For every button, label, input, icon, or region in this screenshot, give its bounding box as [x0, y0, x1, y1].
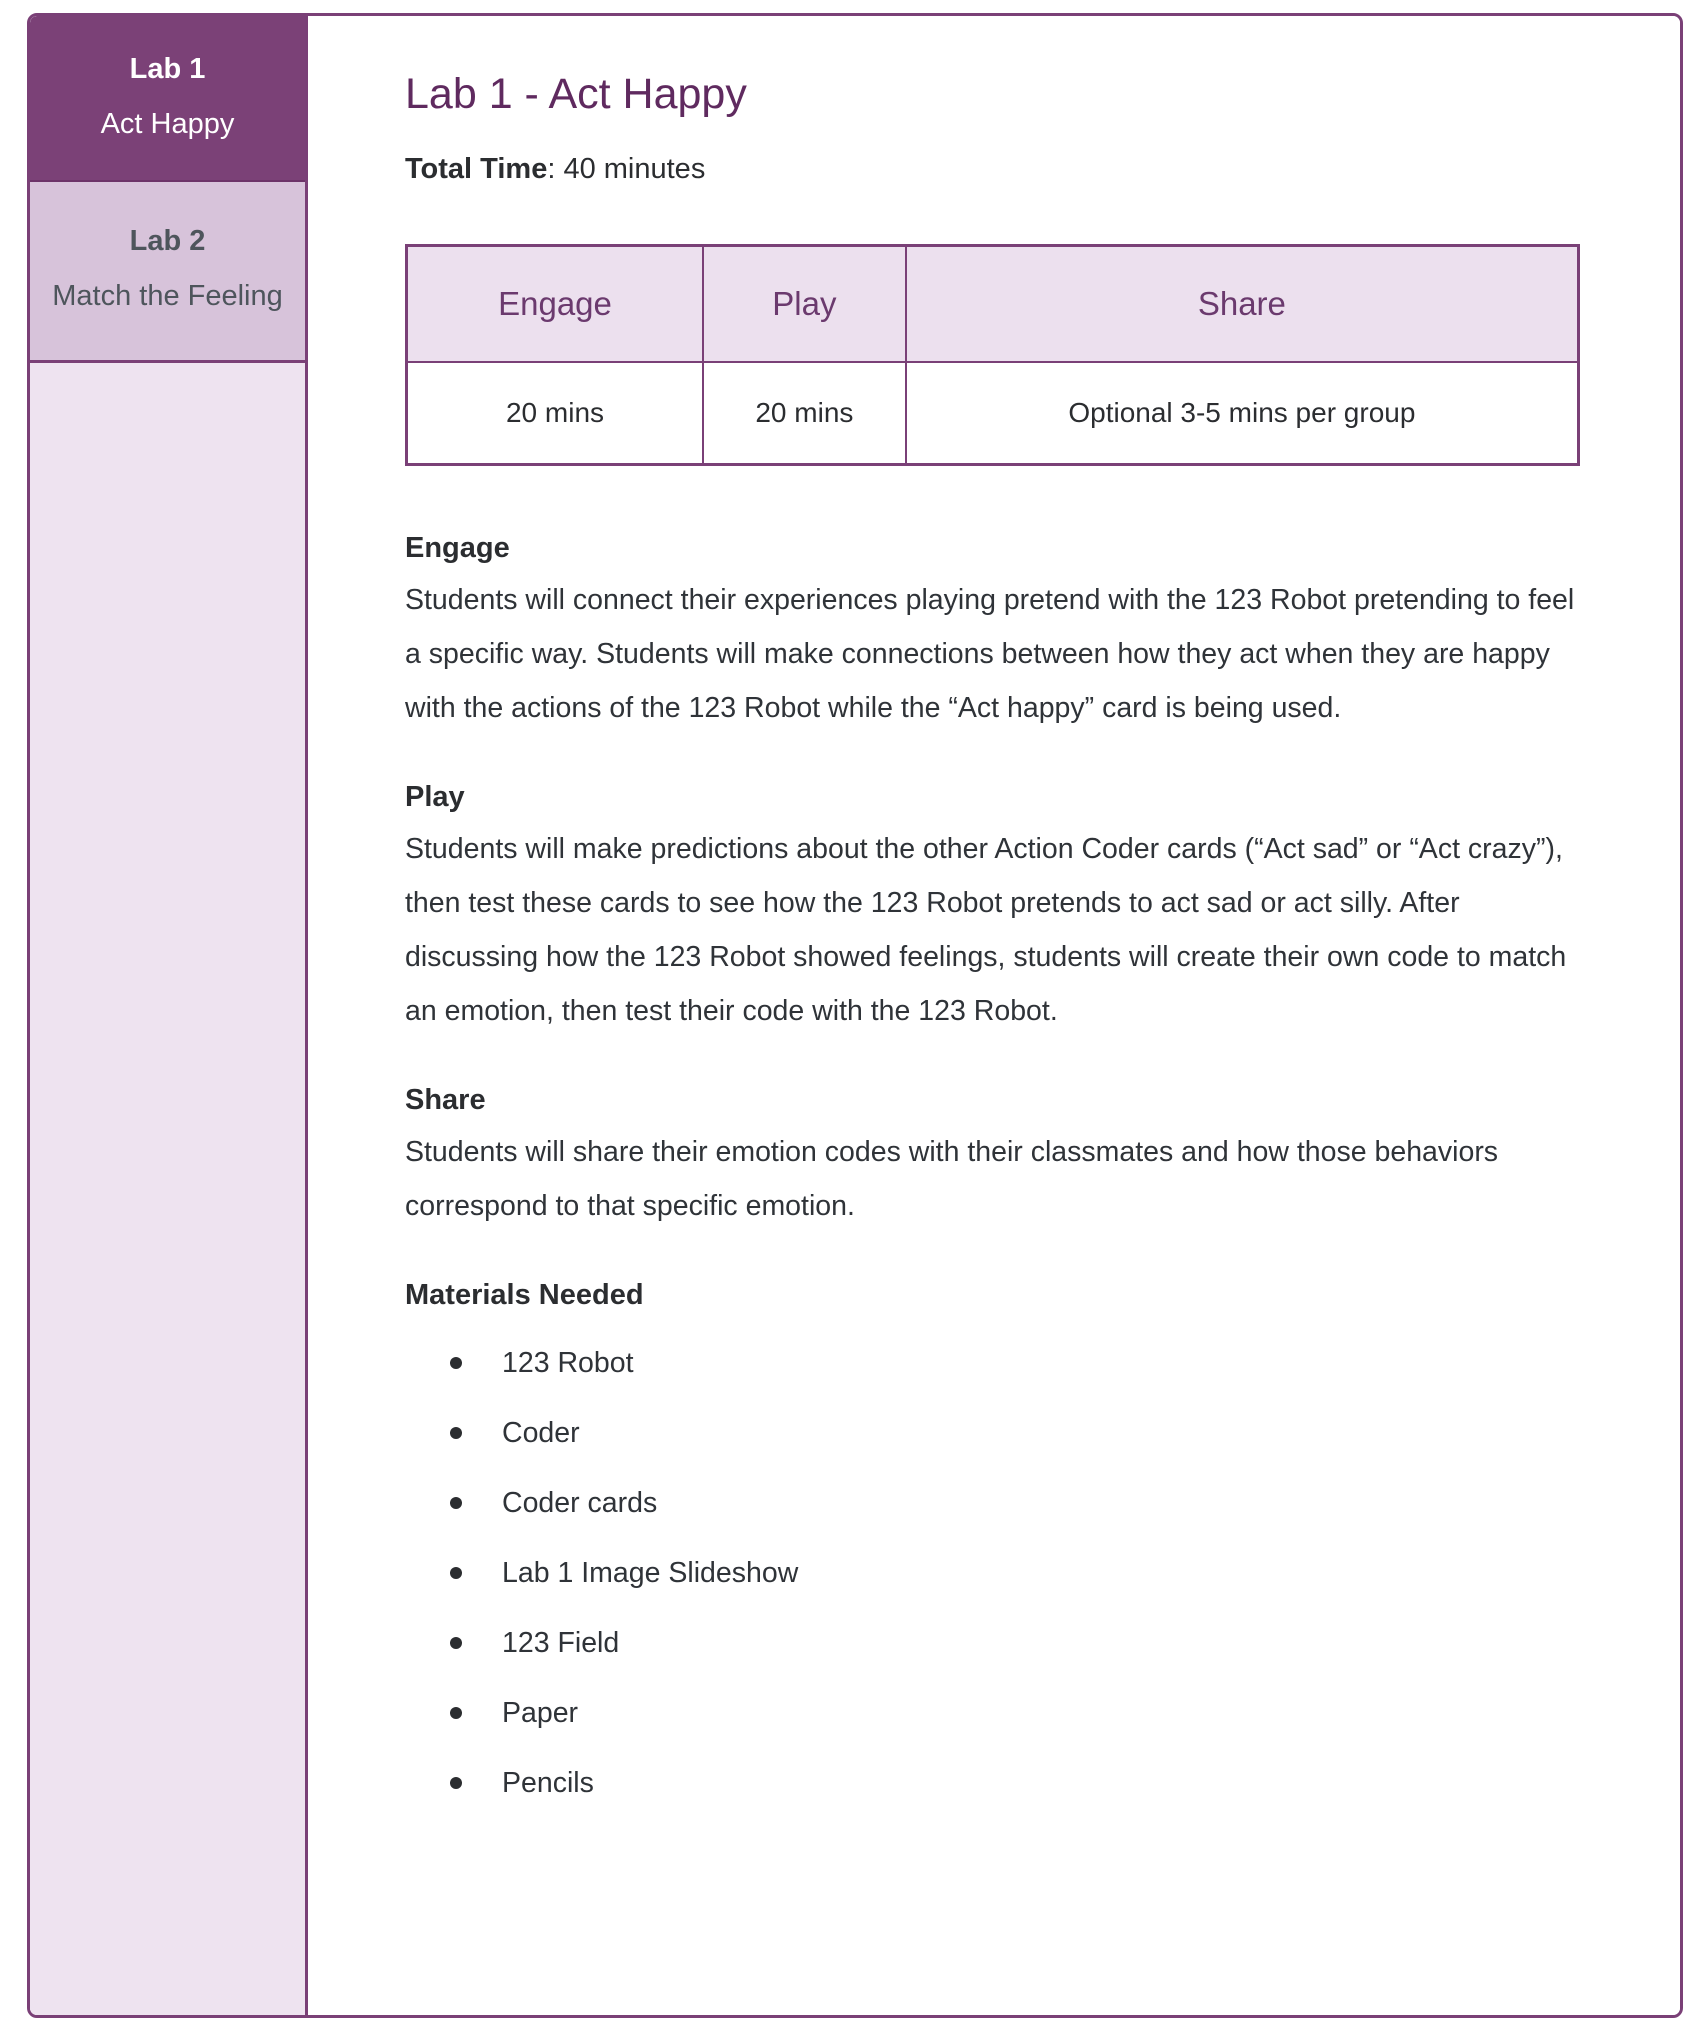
section-heading: Share	[405, 1084, 486, 1116]
section-body: Students will make predictions about the other Action Coder cards (“Act sad” or “Act crazy”), then test these cards to see how the 123 Robot pretends to act sad or act silly. After discussing how the 123 Robot showed feelings, students will create their own code to match an emotion, then test their code with the 123 Robot.	[405, 833, 1567, 1027]
sidebar-filler	[30, 363, 305, 2015]
section-engage	[405, 532, 1580, 735]
page-title: Lab 1 - Act Happy	[405, 70, 747, 118]
material-item: Coder	[450, 1406, 1580, 1460]
tab-lab-number: Lab 1	[129, 53, 206, 85]
schedule-header-row	[407, 246, 1579, 363]
total-time-label: Total Time	[405, 153, 548, 185]
schedule-value-row	[407, 362, 1579, 465]
sidebar-tab-lab1[interactable]	[30, 16, 305, 182]
schedule-table	[405, 244, 1580, 466]
material-item: Paper	[450, 1686, 1580, 1740]
schedule-value-play: 20 mins	[703, 362, 906, 465]
tab-lab-title: Match the Feeling	[52, 280, 283, 312]
lesson-content	[308, 16, 1680, 2015]
sidebar-tab-lab2[interactable]	[30, 182, 305, 363]
tab-lab-title: Act Happy	[100, 108, 235, 140]
materials-heading: Materials Needed	[405, 1279, 644, 1311]
section-heading: Play	[405, 781, 465, 813]
schedule-value-share: Optional 3-5 mins per group	[906, 362, 1579, 465]
section-share	[405, 1084, 1580, 1233]
material-item: Coder cards	[450, 1476, 1580, 1530]
material-item: 123 Robot	[450, 1336, 1580, 1390]
tab-lab-number: Lab 2	[129, 225, 206, 257]
materials-list	[450, 1336, 1580, 1810]
total-time	[405, 153, 1580, 186]
material-item: 123 Field	[450, 1616, 1580, 1670]
schedule-header-play: Play	[703, 246, 906, 363]
section-body: Students will connect their experiences playing pretend with the 123 Robot pretending to feel a specific way. Students will make connections between how they act when they are happy with the actions of the 123 Robot while the “Act happy” card is being used.	[405, 584, 1575, 724]
section-body: Students will share their emotion codes with their classmates and how those behaviors correspond to that specific emotion.	[405, 1136, 1499, 1222]
material-item: Pencils	[450, 1756, 1580, 1810]
material-item: Lab 1 Image Slideshow	[450, 1546, 1580, 1600]
section-play	[405, 781, 1580, 1038]
schedule-header-share: Share	[906, 246, 1579, 363]
section-materials	[405, 1279, 1580, 1810]
lab-sidebar	[30, 16, 308, 2015]
schedule-value-engage: 20 mins	[407, 362, 704, 465]
total-time-value: : 40 minutes	[547, 153, 706, 185]
section-heading: Engage	[405, 532, 510, 564]
schedule-header-engage: Engage	[407, 246, 704, 363]
lesson-card	[27, 13, 1683, 2018]
